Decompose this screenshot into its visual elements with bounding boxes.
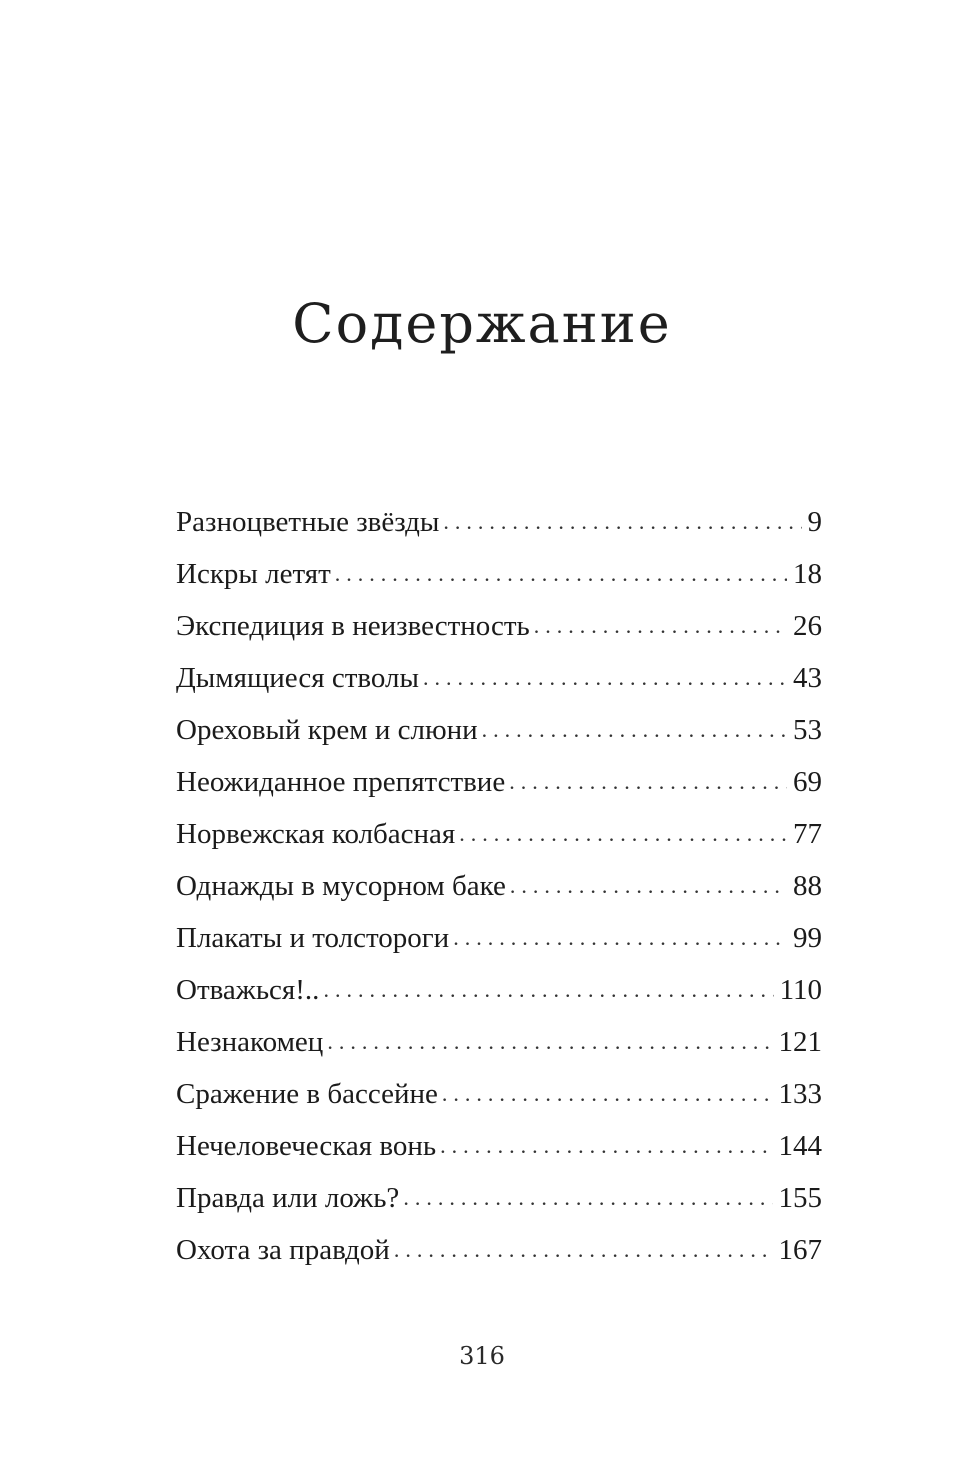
toc-entry [176, 1234, 822, 1286]
toc-entry [176, 1182, 822, 1234]
dot-leader [403, 1185, 772, 1211]
dot-leader [443, 509, 801, 535]
toc-entry [176, 1078, 822, 1130]
toc-entry-title: Норвежская колбасная [176, 818, 456, 850]
dot-leader [534, 613, 787, 639]
toc-entry [176, 662, 822, 714]
toc-entry [176, 1026, 822, 1078]
toc-entry [176, 506, 822, 558]
toc-entry-page: 9 [807, 506, 822, 538]
dot-leader [394, 1237, 773, 1263]
dot-leader [440, 1133, 772, 1159]
toc-entry-title: Неожиданное препятствие [176, 766, 506, 798]
dot-leader [509, 769, 787, 795]
toc-entry-page: 99 [793, 922, 822, 954]
toc-entry-title: Правда или ложь? [176, 1182, 400, 1214]
toc-entry-page: 110 [779, 974, 822, 1006]
table-of-contents [176, 506, 822, 1286]
dot-leader [459, 821, 787, 847]
dot-leader [323, 977, 773, 1003]
toc-entry-page: 88 [793, 870, 822, 902]
toc-entry-title: Разноцветные звёзды [176, 506, 440, 538]
dot-leader [510, 873, 787, 899]
toc-entry-page: 167 [778, 1234, 822, 1266]
toc-entry [176, 870, 822, 922]
toc-entry-page: 144 [778, 1130, 822, 1162]
dot-leader [335, 561, 787, 587]
toc-entry-page: 43 [793, 662, 822, 694]
toc-entry-title: Нечеловеческая вонь [176, 1130, 437, 1162]
toc-entry-title: Охота за правдой [176, 1234, 390, 1266]
dot-leader [482, 717, 787, 743]
toc-entry [176, 766, 822, 818]
toc-entry [176, 1130, 822, 1182]
dot-leader [327, 1029, 772, 1055]
toc-entry [176, 610, 822, 662]
toc-entry-title: Экспедиция в неизвестность [176, 610, 530, 642]
toc-entry-title: Ореховый крем и слюни [176, 714, 478, 746]
toc-entry [176, 922, 822, 974]
toc-entry-title: Однажды в мусорном баке [176, 870, 506, 902]
dot-leader [423, 665, 787, 691]
toc-entry-page: 133 [778, 1078, 822, 1110]
toc-entry-title: Незнакомец [176, 1026, 324, 1058]
dot-leader [453, 925, 787, 951]
page-number: 316 [459, 1342, 505, 1370]
toc-entry-title: Сражение в бассейне [176, 1078, 438, 1110]
toc-entry-page: 69 [793, 766, 822, 798]
toc-entry-title: Искры летят [176, 558, 331, 590]
toc-entry-page: 155 [778, 1182, 822, 1214]
toc-entry-page: 53 [793, 714, 822, 746]
toc-entry [176, 818, 822, 870]
toc-entry-page: 77 [793, 818, 822, 850]
toc-entry [176, 558, 822, 610]
toc-entry-title: Отважься!.. [176, 974, 320, 1006]
toc-entry [176, 714, 822, 766]
toc-entry [176, 974, 822, 1026]
page-title: Содержание [292, 292, 672, 355]
toc-entry-page: 121 [778, 1026, 822, 1058]
toc-entry-title: Дымящиеся стволы [176, 662, 419, 694]
toc-entry-page: 26 [793, 610, 822, 642]
toc-entry-title: Плакаты и толстороги [176, 922, 450, 954]
dot-leader [442, 1081, 773, 1107]
toc-entry-page: 18 [793, 558, 822, 590]
